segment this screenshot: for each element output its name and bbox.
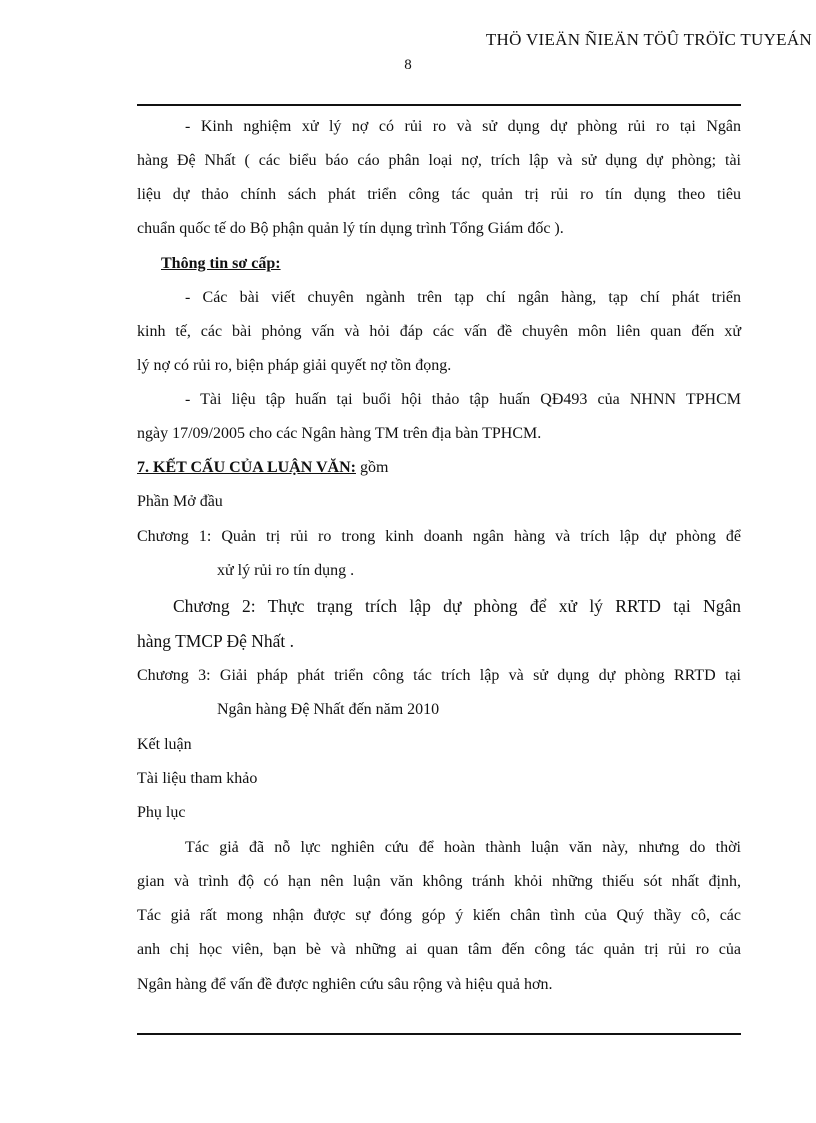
paragraph-line: lý nợ có rủi ro, biện pháp giải quyết nợ tồn đọng. bbox=[137, 357, 452, 374]
paragraph-line: gian và trình độ có hạn nên luận văn không tránh khỏi những thiếu sót nhất định, bbox=[137, 873, 741, 890]
paragraph-line: - Kinh nghiệm xử lý nợ có rủi ro và sử dụng dự phòng rủi ro tại Ngân bbox=[185, 118, 741, 135]
page-number: 8 bbox=[404, 57, 412, 73]
chapter-3-line: Ngân hàng Đệ Nhất đến năm 2010 bbox=[217, 701, 440, 718]
chapter-2-line: hàng TMCP Đệ Nhất . bbox=[137, 631, 295, 651]
paragraph-line: ngày 17/09/2005 cho các Ngân hàng TM trên địa bàn TPHCM. bbox=[137, 425, 542, 442]
chapter-1-line: Chương 1: Quản trị rủi ro trong kinh doanh ngân hàng và trích lập dự phòng để bbox=[137, 528, 741, 545]
outline-item: Tài liệu tham khảo bbox=[137, 770, 258, 787]
section-heading-structure bbox=[137, 458, 741, 478]
paragraph-line: hàng Đệ Nhất ( các biểu báo cáo phân loại nợ, trích lập và sử dụng dự phòng; tài bbox=[137, 152, 741, 169]
chapter-1-line: xử lý rủi ro tín dụng . bbox=[217, 562, 355, 579]
header-divider bbox=[137, 104, 741, 106]
structure-heading-suffix: gồm bbox=[355, 459, 389, 476]
footer-divider bbox=[137, 1033, 741, 1035]
chapter-3-line: Chương 3: Giải pháp phát triển công tác trích lập và sử dụng dự phòng RRTD tại bbox=[137, 667, 741, 684]
chapter-2-line: Chương 2: Thực trạng trích lập dự phòng để xử lý RRTD tại Ngân bbox=[173, 596, 741, 616]
outline-item: Phụ lục bbox=[137, 804, 186, 821]
section-heading-primary-info: Thông tin sơ cấp: bbox=[161, 255, 281, 272]
paragraph-line: Ngân hàng để vấn đề được nghiên cứu sâu rộng và hiệu quả hơn. bbox=[137, 976, 553, 993]
running-header: THÖ VIEÄN ÑIEÄN TÖÛ TRÖÏC TUYEÁN bbox=[485, 30, 812, 49]
paragraph-line: Tác giả rất mong nhận được sự đóng góp ý kiến chân tình của Quý thầy cô, các bbox=[137, 907, 741, 924]
paragraph-line: - Tài liệu tập huấn tại buổi hội thảo tập huấn QĐ493 của NHNN TPHCM bbox=[185, 391, 741, 408]
paragraph-line: kinh tế, các bài phỏng vấn và hỏi đáp các vấn đề chuyên môn liên quan đến xử bbox=[137, 323, 741, 340]
paragraph-line: chuẩn quốc tế do Bộ phận quản lý tín dụng trình Tổng Giám đốc ). bbox=[137, 220, 564, 237]
paragraph-line: anh chị học viên, bạn bè và những ai quan tâm đến công tác quản trị rủi ro của bbox=[137, 941, 741, 958]
paragraph-line: Tác giả đã nỗ lực nghiên cứu để hoàn thành luận văn này, nhưng do thời bbox=[185, 839, 741, 856]
outline-item: Kết luận bbox=[137, 736, 192, 753]
structure-heading-label: 7. KẾT CẤU CỦA LUẬN VĂN: bbox=[137, 459, 356, 476]
paragraph-line: - Các bài viết chuyên ngành trên tạp chí ngân hàng, tạp chí phát triển bbox=[185, 289, 741, 306]
paragraph-line: liệu dự thảo chính sách phát triển công tác quản trị rủi ro tín dụng theo tiêu bbox=[137, 186, 741, 203]
outline-item: Phần Mở đầu bbox=[137, 493, 223, 510]
